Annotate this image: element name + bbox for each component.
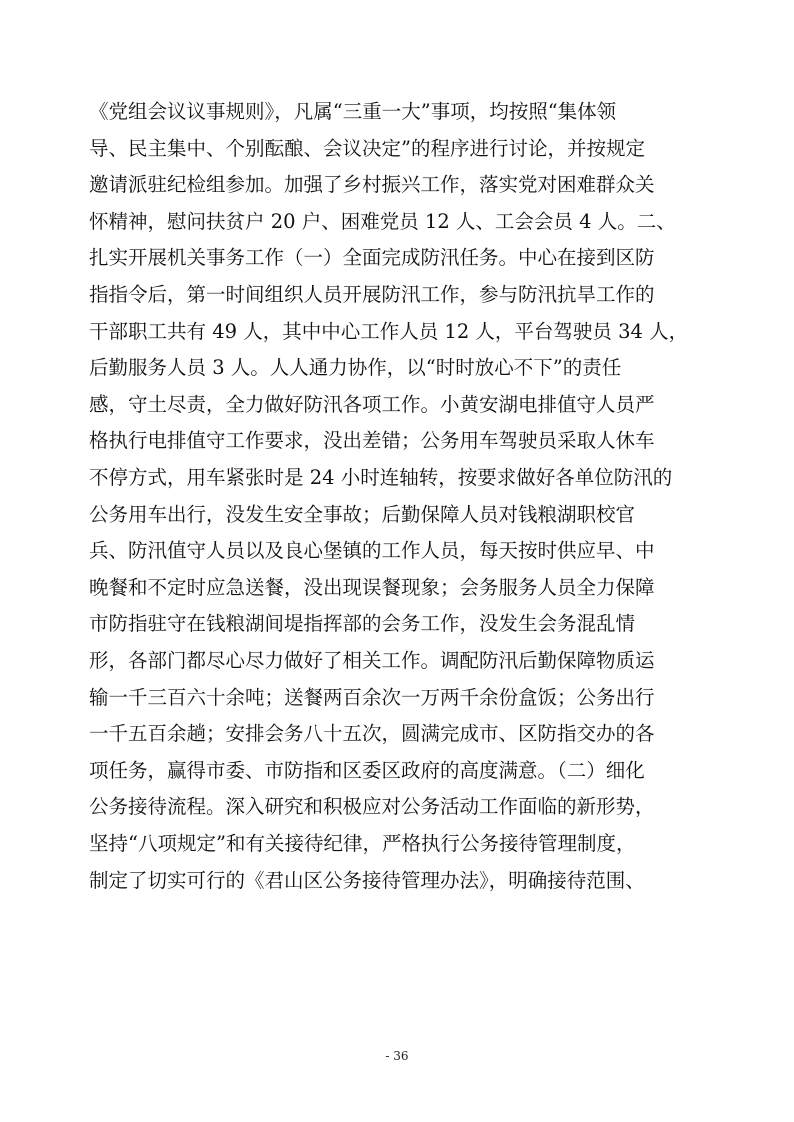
text-line: 扎实开展机关事务工作（一）全面完成防汛任务。中心在接到区防 xyxy=(89,246,655,270)
text-line: 坚持“八项规定”和有关接待纪律，严格执行公务接待管理制度， xyxy=(89,832,636,855)
text-line: 指指令后，第一时间组织人员开展防汛工作，参与防汛抗旱工作的 xyxy=(89,283,655,306)
text-line: 格执行电排值守工作要求，没出差错；公务用车驾驶员采取人休车 xyxy=(89,429,655,453)
text-line: 导、民主集中、个别酝酿、会议决定”的程序进行讨论，并按规定 xyxy=(89,136,645,160)
text-line: 公务接待流程。深入研究和积极应对公务活动工作面临的新形势， xyxy=(89,795,655,819)
text-line: 市防指驻守在钱粮湖间堤指挥部的会务工作，没发生会务混乱情 xyxy=(89,612,636,636)
text-line: 制定了切实可行的《君山区公务接待管理办法》，明确接待范围、 xyxy=(89,868,645,892)
text-line: 邀请派驻纪检组参加。加强了乡村振兴工作，落实党对困难群众关 xyxy=(89,173,655,197)
text-line: 《党组会议议事规则》，凡属“三重一大”事项，均按照“集体领 xyxy=(89,100,617,123)
text-line: 公务用车出行，没发生安全事故；后勤保障人员对钱粮湖职校官 xyxy=(89,502,636,526)
text-line: 兵、防汛值守人员以及良心堡镇的工作人员，每天按时供应早、中 xyxy=(89,539,655,563)
text-line: 后勤服务人员 3 人。人人通力协作，以“时时放心不下”的责任 xyxy=(89,356,622,380)
text-line: 一千五百余趟；安排会务八十五次，圆满完成市、区防指交办的各 xyxy=(89,722,655,746)
text-line: 干部职工共有 49 人，其中中心工作人员 12 人，平台驾驶员 34 人， xyxy=(89,319,689,343)
text-line: 项任务，赢得市委、市防指和区委区政府的高度满意。（二）细化 xyxy=(89,758,645,782)
text-line: 输一千三百六十余吨；送餐两百余次一万两千余份盒饭；公务出行 xyxy=(89,685,655,709)
text-line: 怀精神，慰问扶贫户 20 户、困难党员 12 人、工会会员 4 人。二、 xyxy=(89,209,676,233)
text-line: 晚餐和不定时应急送餐，没出现误餐现象；会务服务人员全力保障 xyxy=(89,575,655,599)
text-line: 形，各部门都尽心尽力做好了相关工作。调配防汛后勤保障物质运 xyxy=(89,649,655,672)
text-line: 不停方式，用车紧张时是 24 小时连轴转，按要求做好各单位防汛的 xyxy=(89,466,673,489)
text-line: 感，守土尽责，全力做好防汛各项工作。小黄安湖电排值守人员严 xyxy=(89,392,655,416)
page-number: - 36 xyxy=(385,1049,409,1063)
